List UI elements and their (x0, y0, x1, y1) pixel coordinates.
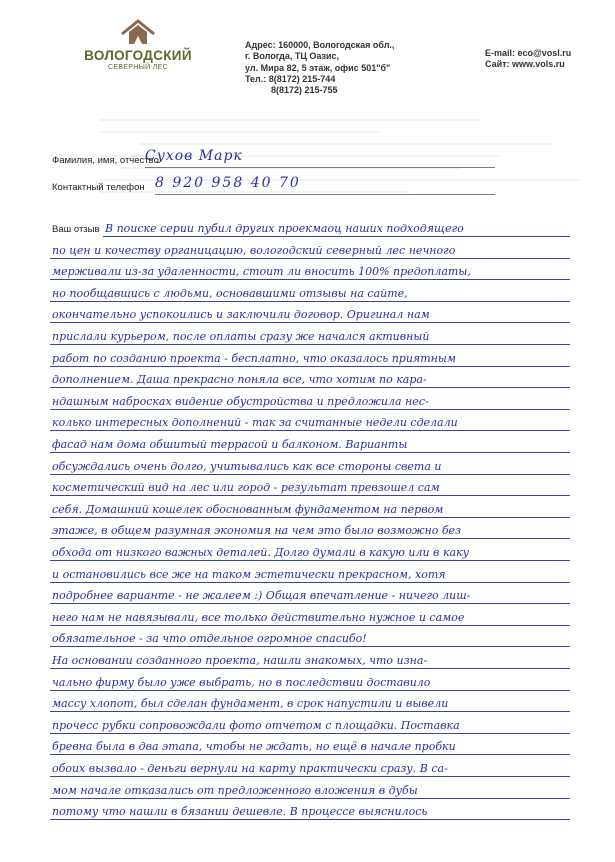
brand-name: ВОЛОГОДСКИЙ (84, 48, 192, 63)
feedback-line-underline (50, 366, 570, 367)
feedback-line: работ по созданию проекта - бесплатно, что оказалось приятным (52, 351, 456, 365)
feedback-line: массу хлопот, был сделан фундамент, в срок напустили и вывели (52, 697, 449, 711)
feedback-line: чально фирму было уже выбрать, но в последствии доставило (52, 675, 431, 689)
feedback-line-underline (50, 754, 570, 755)
feedback-line: и остановились все же на таком эстетически прекрасном, хотя (52, 567, 446, 581)
feedback-line: обхода от низкого важных деталей. Долго думали в какую или в каку (52, 546, 470, 559)
feedback-line: ндашным набросках видение обустройства и предложила нес- (52, 394, 429, 408)
feedback-line: колько интересных дополнений - так за считанные недели сделали (52, 416, 458, 430)
feedback-line: обсуждались очень долго, учитывались как все стороны света и (52, 459, 442, 473)
feedback-line-underline (103, 236, 570, 237)
feedback-line-underline (50, 409, 570, 410)
feedback-line: потому что нашли в бязании дешевле. В процессе выяснилось (52, 805, 428, 819)
feedback-line: На основании созданного проекта, нашли знакомых, что изна- (52, 654, 428, 667)
feedback-line-underline (50, 430, 570, 431)
feedback-line-underline (50, 776, 570, 777)
feedback-line: прислали курьером, после оплаты сразу же начался активный (52, 330, 430, 343)
feedback-line: него нам не навязывали, все только действительно нужное и самое (52, 610, 465, 624)
feedback-line-underline (50, 819, 570, 820)
feedback-line-underline (50, 452, 570, 453)
fio-value: Сухов Марк (145, 148, 243, 164)
feedback-line-underline (50, 258, 570, 259)
feedback-line-underline (50, 517, 570, 518)
fio-underline (145, 167, 495, 168)
feedback-line-underline (50, 646, 570, 647)
house-logo-icon (120, 18, 156, 46)
feedback-line: мерживали из-за удаленности, стоит ли вносить 100% предоплаты, (52, 265, 471, 279)
feedback-line-underline (50, 582, 570, 583)
feedback-line: подробнее варианте - не жалеем :) Общая впечатление - ничего лиш- (52, 589, 471, 603)
feedback-line-underline (50, 603, 570, 604)
feedback-line-underline (50, 495, 570, 496)
feedback-line-underline (50, 387, 570, 388)
address-line: ул. Мира 82, 5 этаж, офис 501"б" (245, 62, 391, 73)
company-address (245, 40, 394, 96)
feedback-line: но пообщавшись с людьми, основавшими отзывы на сайте, (52, 286, 408, 300)
feedback-line: по цен и кочеству органицацию, вологодский северный лес нечного (52, 243, 456, 257)
feedback-line-underline (50, 538, 570, 539)
feedback-line-underline (50, 560, 570, 561)
phone-line: Тел.: 8(8172) 215-744 (245, 73, 336, 84)
company-logo (78, 18, 198, 78)
feedback-line: бревна была в два этапа, чтобы не ждать, но ещё в начале пробки (52, 740, 456, 754)
feedback-line-underline (50, 625, 570, 626)
feedback-line-underline (50, 668, 570, 669)
address-line: Адрес: 160000, Вологодская обл., (245, 40, 395, 50)
feedback-line: В поиске серии пубил других проекмаоц наших подходящего (105, 222, 464, 235)
feedback-line: этаже, в общем разумная экономия на чем это было возможно без (52, 524, 462, 538)
site-line: Сайт: www.vols.ru (485, 59, 565, 70)
email-line: E-mail: eco@vosl.ru (485, 48, 572, 58)
feedback-line: дополнением. Даша прекрасно поняла все, что хотим по кара- (52, 373, 427, 387)
feedback-line-underline (50, 474, 570, 475)
feedback-line-underline (50, 690, 570, 691)
fio-label: Фамилия, имя, отчество (52, 155, 159, 166)
feedback-line: обоих вызвало - деньги вернули на карту практически сразу. В са- (52, 762, 448, 775)
feedback-line-underline (50, 798, 570, 799)
feedback-line: фасад нам дома обшитый террасой и балконом. Варианты (52, 438, 408, 451)
feedback-line-underline (50, 322, 570, 323)
feedback-label: Ваш отзыв (52, 224, 100, 235)
phone-underline (155, 194, 495, 195)
phone-label: Контактный телефон (52, 182, 145, 193)
address-line: г. Вологда, ТЦ Оазис, (245, 51, 340, 62)
feedback-line-underline (50, 301, 570, 302)
feedback-line-underline (50, 733, 570, 734)
feedback-line-underline (50, 344, 570, 345)
feedback-line: мом начале отказались от предложенного вложения в дубы (52, 783, 418, 797)
feedback-line: себя. Домашний кошелек обоснованным фундаментом на первом (52, 502, 444, 516)
brand-subtitle: СЕВЕРНЫЙ ЛЕС (108, 64, 168, 71)
feedback-line-underline (50, 279, 570, 280)
phone-line: 8(8172) 215-755 (271, 85, 338, 96)
company-contacts (485, 48, 571, 71)
feedback-line: прочесс рубки сопровождали фото отчетом с площадки. Поставка (52, 718, 460, 732)
feedback-line-underline (50, 711, 570, 712)
feedback-line: окончательно успокоились и заключили договор. Оригинал нам (52, 308, 430, 322)
feedback-line: косметический вид на лес или город - результат превзошел сам (52, 481, 440, 495)
phone-value: 8 920 958 40 70 (155, 175, 301, 191)
feedback-line: обязательное - за что отдельное огромное спасибо! (52, 632, 367, 646)
